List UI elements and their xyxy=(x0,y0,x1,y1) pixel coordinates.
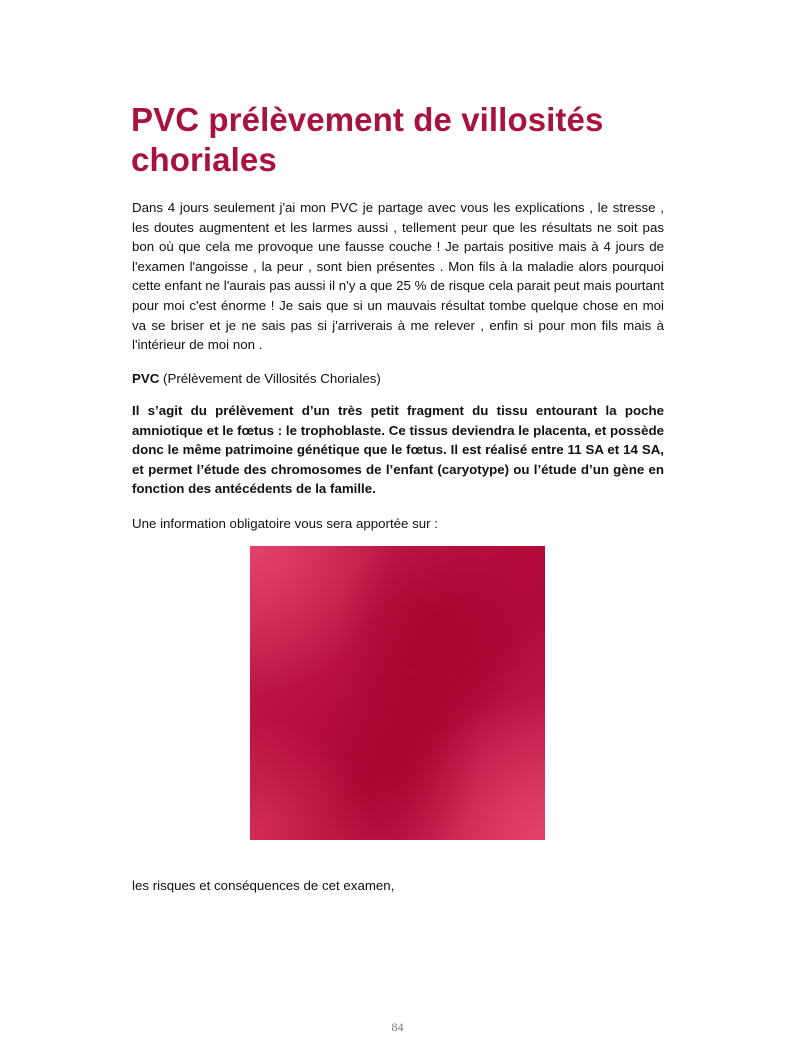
info-intro: Une information obligatoire vous sera apportée sur : xyxy=(132,516,438,531)
risks-line: les risques et conséquences de cet examen, xyxy=(132,878,395,893)
definition-paragraph: Il s’agit du prélèvement d’un très petit fragment du tissu entourant la poche amniotique et le fœtus : le trophoblaste. Ce tissus deviendra le placenta, et possède donc le même patrimoine génétique que le fœtus. Il est réalisé entre 11 SA et 14 SA, et permet l’étude des chromosomes de l’enfant (caryotype) ou l’étude d’un gène en fonction des antécédents de la famille. xyxy=(132,403,664,497)
pvc-heading xyxy=(132,369,664,389)
pvc-expansion: (Prélèvement de Villosités Choriales) xyxy=(163,371,381,386)
intro-paragraph: Dans 4 jours seulement j'ai mon PVC je partage avec vous les explications , le stresse , les doutes augmentent et les larmes aussi , tellement peur que les résultats ne soit pas bon où que cela me provoque une fausse couche ! Je partais positive mais à 4 jours de l'examen l'angoisse , la peur , sont bien présentes . Mon fils à la maladie alors pourquoi cette enfant ne l'aurais pas aussi il n'y a que 25 % de risque cela parait peut mais pourtant pour moi c'est énorme ! Je sais que si un mauvais résultat tombe quelque chose en moi va se briser et je ne sais pas si j'arriverais à me relever , enfin si pour mon fils mais à l'intérieur de moi non . xyxy=(132,200,664,353)
illustration-image xyxy=(250,546,545,840)
pvc-abbreviation: PVC xyxy=(132,371,160,386)
page-number: 84 xyxy=(391,1020,404,1034)
page-title: PVC prélèvement de villosités choriales xyxy=(131,101,604,178)
